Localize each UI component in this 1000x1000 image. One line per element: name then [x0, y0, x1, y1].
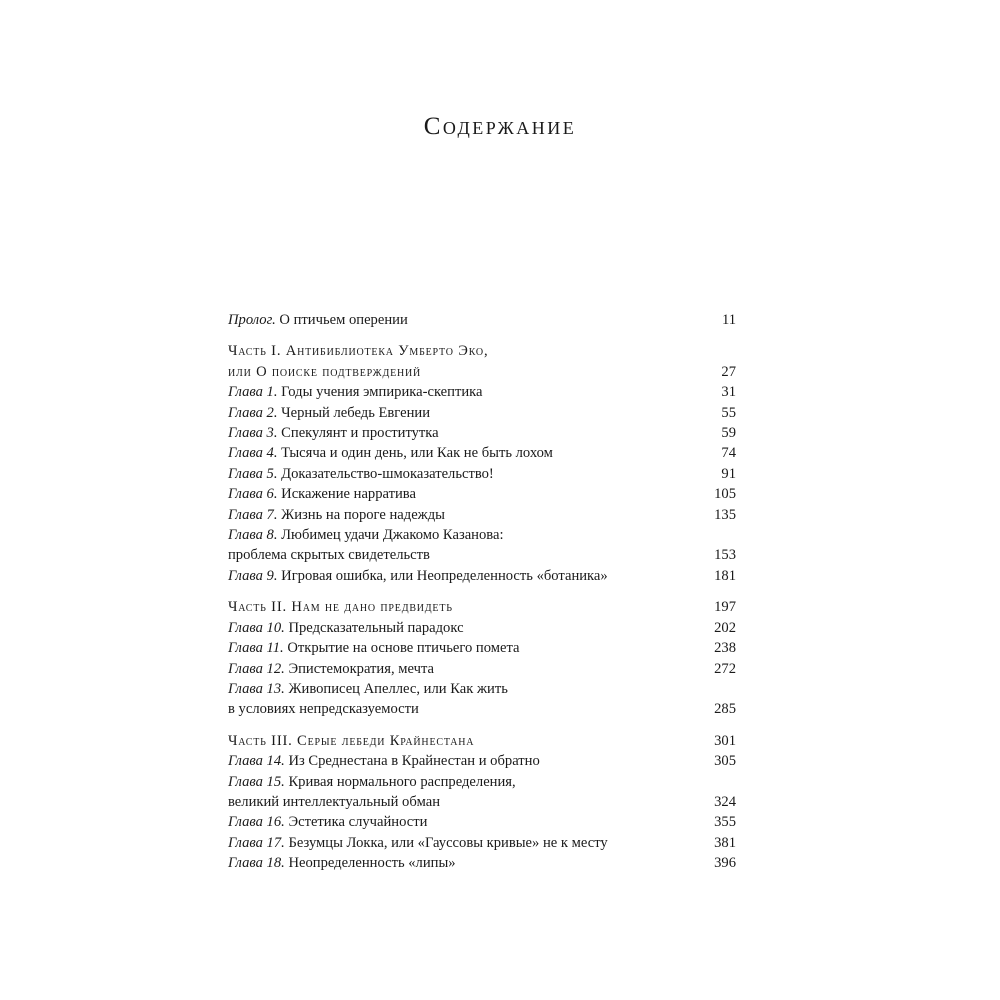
page-number: 197: [714, 599, 736, 616]
entry-label: Глава 10.: [228, 619, 285, 636]
entry-label: Глава 4.: [228, 445, 278, 462]
page-number: 285: [714, 701, 736, 718]
page-number: 91: [721, 465, 736, 482]
part-title: Часть III. Серые лебеди Крайнестана: [228, 732, 475, 749]
entry-label: Глава 5.: [228, 465, 278, 482]
page-number: 301: [714, 732, 736, 749]
entry-title: Эстетика случайности: [288, 814, 428, 831]
entry-title: Безумцы Локка, или «Гауссовы кривые» не к месту: [288, 834, 608, 851]
entry-title: Кривая нормального распределения,: [288, 773, 516, 790]
entry-title-continued: великий интеллектуальный обман: [228, 793, 441, 810]
page-number: 135: [714, 506, 736, 523]
page-number: 355: [714, 814, 736, 831]
entry-label: Глава 3.: [228, 425, 278, 442]
entry-label: Глава 18.: [228, 855, 285, 872]
entry-title: Черный лебедь Евгении: [281, 404, 431, 421]
toc-entry-chapter-18: [228, 853, 736, 873]
page-number: 396: [714, 855, 736, 872]
entry-title: Спекулянт и проститутка: [281, 425, 439, 442]
toc-entry-chapter-6: [228, 484, 736, 504]
entry-label: Глава 13.: [228, 680, 285, 697]
page-number: 381: [714, 834, 736, 851]
page-number: 272: [714, 660, 736, 677]
toc-entry-chapter-3: [228, 423, 736, 443]
entry-label: Глава 6.: [228, 486, 278, 503]
entry-title: Жизнь на пороге надежды: [281, 506, 445, 523]
entry-label: Глава 8.: [228, 527, 278, 544]
part-title: Часть II. Нам не дано предвидеть: [228, 599, 453, 616]
toc-part-3: [228, 731, 736, 751]
entry-title: Неопределенность «липы»: [288, 855, 456, 872]
toc-entry-chapter-2: [228, 403, 736, 423]
entry-title: Тысяча и один день, или Как не быть лохом: [281, 445, 553, 462]
toc-entry-chapter-13: [228, 679, 736, 720]
entry-label: Глава 17.: [228, 834, 285, 851]
toc-entry-chapter-14: [228, 751, 736, 771]
page-number: 181: [714, 567, 736, 584]
entry-label: Глава 2.: [228, 404, 278, 421]
toc-part-2: [228, 597, 736, 617]
entry-title: Доказательство-шмоказательство!: [281, 465, 494, 482]
entry-label: Глава 1.: [228, 384, 278, 401]
page-number: 153: [714, 547, 736, 564]
entry-title: Предсказательный парадокс: [288, 619, 464, 636]
page-number: 27: [721, 363, 736, 380]
entry-label: Глава 12.: [228, 660, 285, 677]
part-title: Часть I. Антибиблиотека Умберто Эко,: [228, 343, 489, 360]
entry-title: Открытие на основе птичьего помета: [287, 640, 520, 657]
table-of-contents: [228, 310, 736, 874]
toc-entry-chapter-1: [228, 382, 736, 402]
page-number: 202: [714, 619, 736, 636]
entry-title: Искажение нарратива: [281, 486, 416, 503]
page-number: 238: [714, 640, 736, 657]
toc-entry-chapter-11: [228, 638, 736, 658]
entry-label: Глава 16.: [228, 814, 285, 831]
entry-label: Глава 7.: [228, 506, 278, 523]
page-title: Содержание: [423, 113, 577, 140]
entry-title: Любимец удачи Джакомо Казанова:: [281, 527, 504, 544]
toc-entry-chapter-9: [228, 566, 736, 586]
toc-entry-chapter-17: [228, 833, 736, 853]
toc-entry-prologue: [228, 310, 736, 330]
toc-entry-chapter-4: [228, 443, 736, 463]
entry-label: Глава 15.: [228, 773, 285, 790]
entry-label: Глава 14.: [228, 753, 285, 770]
entry-label: Глава 11.: [228, 640, 284, 657]
part-subtitle: или О поиске подтверждений: [228, 363, 422, 380]
page-number: 74: [721, 445, 736, 462]
entry-label: Глава 9.: [228, 567, 278, 584]
toc-entry-chapter-12: [228, 659, 736, 679]
entry-title-continued: в условиях непредсказуемости: [228, 701, 419, 718]
entry-title: Годы учения эмпирика-скептика: [281, 384, 483, 401]
page-number: 59: [721, 425, 736, 442]
entry-title: О птичьем оперении: [279, 312, 408, 328]
toc-entry-chapter-7: [228, 505, 736, 525]
entry-title: Игровая ошибка, или Неопределенность «ботаника»: [281, 567, 608, 584]
toc-entry-chapter-5: [228, 464, 736, 484]
page-number: 105: [714, 486, 736, 503]
toc-part-1: [228, 341, 736, 382]
page-number: 11: [721, 312, 736, 328]
entry-title: Из Среднестана в Крайнестан и обратно: [288, 753, 540, 770]
toc-entry-chapter-10: [228, 618, 736, 638]
entry-title: Эпистемократия, мечта: [288, 660, 434, 677]
toc-entry-chapter-15: [228, 772, 736, 813]
page-number: 55: [721, 404, 736, 421]
entry-title-continued: проблема скрытых свидетельств: [228, 547, 430, 564]
entry-title: Живописец Апеллес, или Как жить: [288, 680, 508, 697]
entry-label: Пролог.: [228, 312, 276, 328]
page-number: 31: [721, 384, 736, 401]
toc-entry-chapter-16: [228, 812, 736, 832]
toc-entry-chapter-8: [228, 525, 736, 566]
page-number: 305: [714, 753, 736, 770]
page-number: 324: [714, 793, 736, 810]
